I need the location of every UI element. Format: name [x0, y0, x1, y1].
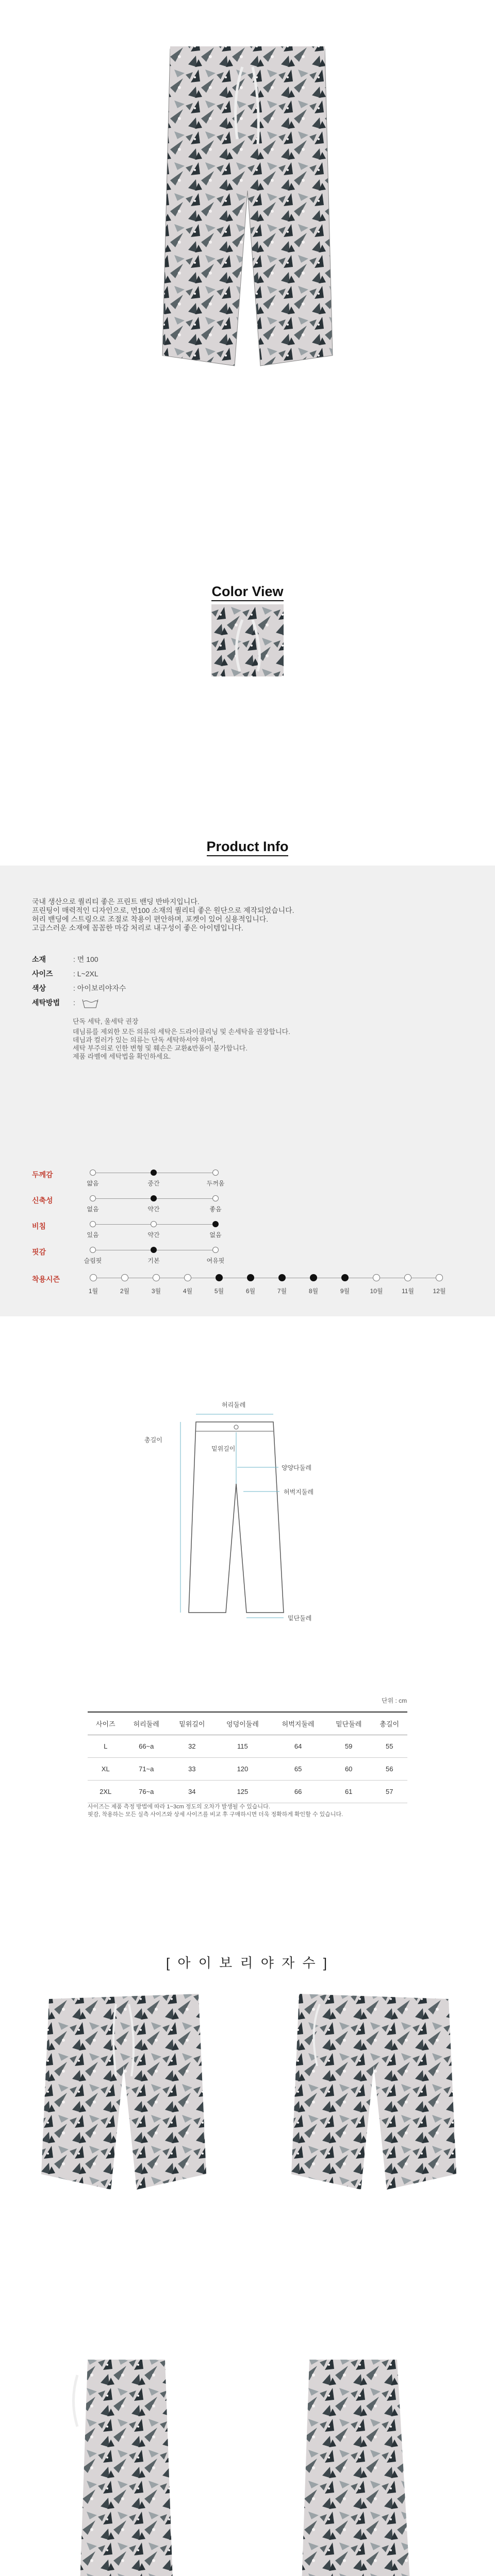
month-dot	[216, 1274, 223, 1281]
month-label: 6월	[245, 1287, 256, 1295]
scale-option-label: 중간	[147, 1180, 160, 1187]
scale-option-label: 얇음	[87, 1180, 99, 1187]
washing-row: 세탁방법 :	[32, 997, 99, 1009]
thigh-label: 허벅지둘레	[284, 1488, 314, 1496]
scale-dot	[212, 1170, 219, 1176]
table-cell: 56	[371, 1758, 407, 1781]
month-label: 11월	[401, 1287, 415, 1295]
size-notes: 사이즈는 제품 측정 방법에 따라 1~3cm 정도의 오차가 발생될 수 있습니다. 핏감, 착용하는 모든 실측 사이즈와 상세 사이즈를 비교 후 구매하시면 더욱 정확하게 확인할 수 있습니다.	[88, 1804, 343, 1818]
table-cell: 60	[326, 1758, 372, 1781]
table-cell: 76~a	[123, 1781, 169, 1803]
table-cell: 71~a	[123, 1758, 169, 1781]
table-cell: XL	[88, 1758, 123, 1781]
unit-label: 단위 : cm	[382, 1697, 407, 1704]
month-dot	[121, 1274, 128, 1281]
month-dot	[247, 1274, 254, 1281]
month-dot	[404, 1274, 411, 1281]
product-info-title: Product Info	[0, 839, 495, 855]
month-label: 10월	[370, 1287, 383, 1295]
size-table-header: 총길이	[371, 1712, 407, 1735]
washing-instructions: 단독 세탁, 울세탁 권장 데님류를 제외한 모든 의류의 세탁은 드라이클리닝 및 손세탁을 권장합니다. 데님과 컬러가 있는 의류는 단독 세탁하셔야 하며, 세탁 부주의로 인한 변형 및 훼손은 교환&반품이 불가합니다. 제품 라벨에 세탁법을 확인하세요.	[73, 1018, 290, 1060]
month-label: 1월	[88, 1287, 98, 1295]
product-description: 국내 생산으로 퀄리티 좋은 프린트 밴딩 반바지입니다. 프린팅이 매력적인 디자인으로, 면100 소재의 퀄리티 좋은 원단으로 제작되었습니다. 허리 밴딩에 스트링으로 조절로 착용이 편안하며, 포켓이 있어 실용적입니다. 고급스러운 소재에 꼼꼼한 마감 처리로 내구성이 좋은 아이템입니다.	[32, 897, 294, 932]
right-side-view-image	[289, 2354, 423, 2576]
scale-option-label: 기본	[147, 1257, 160, 1264]
table-cell: 120	[215, 1758, 271, 1781]
scale-option-label: 없음	[209, 1231, 222, 1239]
scale-dot	[151, 1170, 157, 1176]
table-cell: 64	[270, 1735, 326, 1758]
waist-label: 허리둘레	[222, 1401, 246, 1409]
product-info-panel	[0, 866, 495, 1316]
scale-dot	[90, 1170, 96, 1176]
color-row: 색상 : 아이보리야자수	[32, 984, 126, 992]
table-cell: 33	[169, 1758, 215, 1781]
table-cell: 66~a	[123, 1735, 169, 1758]
table-row	[88, 1735, 407, 1758]
month-dot	[90, 1274, 97, 1281]
size-table-header: 밑단둘레	[326, 1712, 372, 1735]
color-swatch[interactable]	[211, 604, 284, 676]
hem-label: 밑단둘레	[288, 1615, 312, 1622]
table-cell: 59	[326, 1735, 372, 1758]
size-table-header: 허벅지둘레	[270, 1712, 326, 1735]
scale-label: 비침	[32, 1222, 46, 1230]
front-view-image	[39, 1989, 209, 2205]
rise-label: 밑위길이	[211, 1445, 236, 1452]
month-label: 8월	[308, 1287, 319, 1295]
table-cell: 34	[169, 1781, 215, 1803]
table-cell: 115	[215, 1735, 271, 1758]
material-row: 소재 : 면 100	[32, 955, 98, 963]
hip-label: 양양다둘레	[282, 1464, 311, 1471]
left-side-view-image	[67, 2354, 180, 2576]
month-label: 9월	[340, 1287, 350, 1295]
table-cell: L	[88, 1735, 123, 1758]
month-label: 2월	[120, 1287, 130, 1295]
scale-dot	[90, 1247, 96, 1253]
color-view-title: Color View	[0, 584, 495, 600]
table-cell: 65	[270, 1758, 326, 1781]
size-table-header: 밑위길이	[169, 1712, 215, 1735]
scale-option-label: 좋음	[209, 1206, 222, 1213]
month-dot	[153, 1274, 160, 1281]
month-label: 5월	[214, 1287, 224, 1295]
month-dot	[436, 1274, 443, 1281]
table-cell: 66	[270, 1781, 326, 1803]
season-label: 착용시즌	[32, 1275, 60, 1283]
scale-label: 두께감	[32, 1171, 53, 1179]
size-table	[88, 1711, 407, 1803]
main-product-image	[155, 36, 340, 371]
table-cell: 32	[169, 1735, 215, 1758]
scale-label: 신축성	[32, 1196, 53, 1205]
scale-option-label: 약간	[147, 1206, 160, 1213]
month-dot	[278, 1274, 286, 1281]
scale-dot	[151, 1221, 157, 1227]
scale-dot	[90, 1195, 96, 1201]
scale-dot	[151, 1195, 157, 1201]
month-dot	[373, 1274, 380, 1281]
color-name-heading: [ 아 이 보 리 야 자 수 ]	[166, 1955, 329, 1971]
table-cell: 55	[371, 1735, 407, 1758]
scale-option-label: 없음	[87, 1206, 99, 1213]
pants-outline	[155, 1386, 340, 1633]
scale-dot	[212, 1247, 219, 1253]
scale-dot	[212, 1195, 219, 1201]
size-diagram	[144, 1386, 340, 1633]
scale-option-label: 두꺼움	[206, 1180, 225, 1187]
table-row	[88, 1781, 407, 1803]
size-row: 사이즈 : L~2XL	[32, 970, 98, 978]
scale-option-label: 약간	[147, 1231, 160, 1239]
month-dot	[184, 1274, 191, 1281]
month-label: 3월	[151, 1287, 161, 1295]
scale-dot	[90, 1221, 96, 1227]
table-row	[88, 1758, 407, 1781]
scale-dot	[151, 1247, 157, 1253]
table-cell: 2XL	[88, 1781, 123, 1803]
scale-label: 핏감	[32, 1248, 46, 1256]
scale-option-label: 여유핏	[206, 1257, 225, 1264]
washing-icon	[81, 997, 99, 1009]
table-cell: 57	[371, 1781, 407, 1803]
month-label: 12월	[433, 1287, 446, 1295]
scale-option-label: 슬림핏	[84, 1257, 102, 1264]
month-label: 7월	[277, 1287, 287, 1295]
month-dot	[310, 1274, 317, 1281]
month-label: 4월	[183, 1287, 193, 1295]
size-table-header: 엉덩이둘레	[215, 1712, 271, 1735]
scale-dot	[212, 1221, 219, 1227]
size-table-header: 사이즈	[88, 1712, 123, 1735]
scale-option-label: 있음	[87, 1231, 99, 1239]
month-dot	[341, 1274, 349, 1281]
table-cell: 61	[326, 1781, 372, 1803]
total-length-label: 총길이	[144, 1436, 162, 1444]
back-view-image	[289, 1989, 459, 2205]
size-table-header: 허리둘레	[123, 1712, 169, 1735]
table-cell: 125	[215, 1781, 271, 1803]
